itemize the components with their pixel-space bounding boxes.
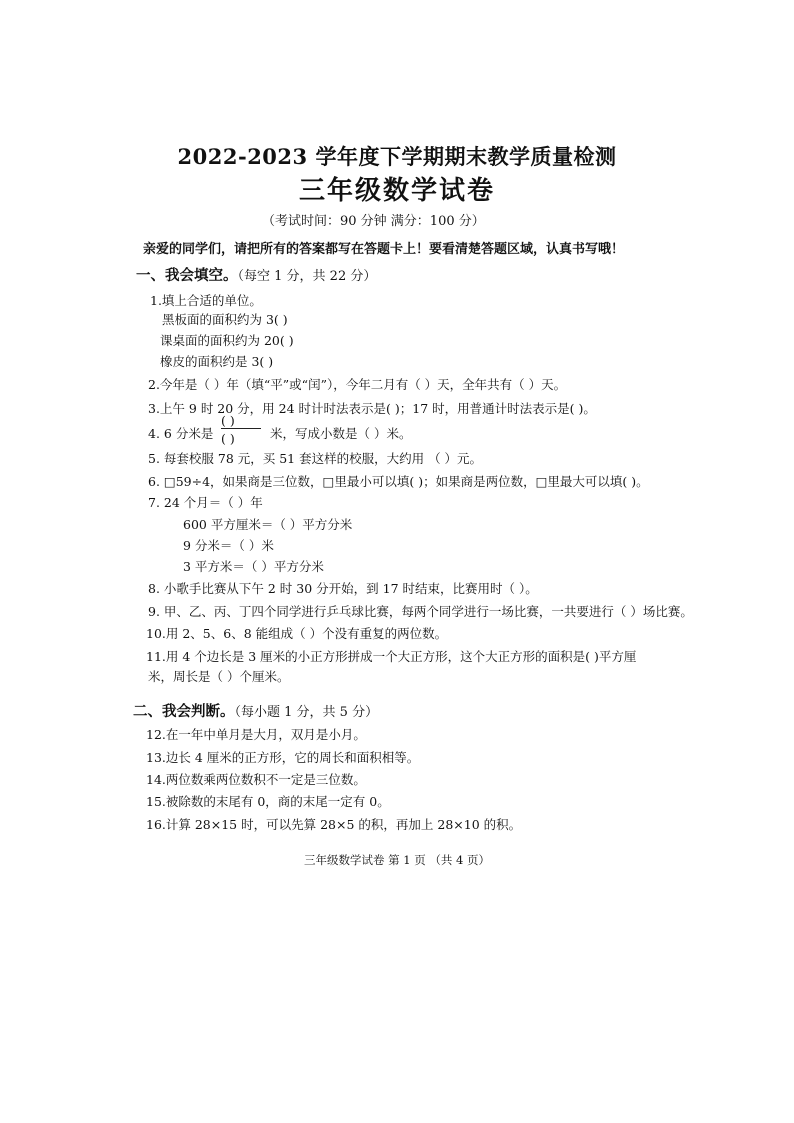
q14: 14.两位数乘两位数积不一定是三位数。 bbox=[146, 772, 366, 787]
section2-heading bbox=[133, 700, 378, 721]
q1-item-b: 课桌面的面积约为 20( ) bbox=[160, 333, 294, 348]
student-notice: 亲爱的同学们，请把所有的答案都写在答题卡上！要看清楚答题区域，认真书写哦！ bbox=[143, 242, 625, 257]
q4-prefix: 4. 6 分米是 bbox=[148, 426, 214, 441]
q4-fraction-denominator: ( ) bbox=[221, 431, 235, 446]
exam-info: （考试时间：90 分钟 满分：100 分） bbox=[262, 214, 485, 229]
q8: 8. 小歌手比赛从下午 2 时 30 分开始，到 17 时结束，比赛用时（ ）。 bbox=[148, 581, 538, 596]
section2-score-note: （每小题 1 分，共 5 分） bbox=[234, 705, 379, 720]
q4-suffix: 米，写成小数是（ ）米。 bbox=[270, 426, 412, 441]
q5: 5. 每套校服 78 元，买 51 套这样的校服，大约用 （ ）元。 bbox=[148, 451, 483, 466]
q3: 3.上午 9 时 20 分，用 24 时计时法表示是( )；17 时，用普通计时法表示是( )。 bbox=[148, 401, 596, 416]
q4-fraction-bar bbox=[221, 428, 261, 429]
q11-line1: 11.用 4 个边长是 3 厘米的小正方形拼成一个大正方形，这个大正方形的面积是( )平方厘 bbox=[146, 649, 637, 664]
q1-stem: 1.填上合适的单位。 bbox=[150, 293, 262, 308]
q7-item-b: 600 平方厘米＝（ ）平方分米 bbox=[183, 517, 353, 532]
q7-item-d: 3 平方米＝（ ）平方分米 bbox=[183, 559, 324, 574]
q1-item-c: 橡皮的面积约是 3( ) bbox=[160, 354, 274, 369]
section1-title: 一、我会填空。 bbox=[136, 267, 238, 284]
q9: 9. 甲、乙、丙、丁四个同学进行乒乓球比赛，每两个同学进行一场比赛，一共要进行（ ）场比赛。 bbox=[148, 604, 693, 619]
q12: 12.在一年中单月是大月，双月是小月。 bbox=[146, 727, 366, 742]
q11-line2: 米，周长是（ ）个厘米。 bbox=[148, 669, 290, 684]
q15: 15.被除数的末尾有 0，商的末尾一定有 0。 bbox=[146, 794, 390, 809]
section1-heading bbox=[136, 264, 376, 285]
exam-title: 2022-2023 学年度下学期期末教学质量检测 bbox=[177, 144, 617, 169]
q13: 13.边长 4 厘米的正方形，它的周长和面积相等。 bbox=[146, 750, 420, 765]
section2-title: 二、我会判断。 bbox=[133, 703, 235, 720]
q7-item-c: 9 分米＝（ ）米 bbox=[183, 538, 274, 553]
q7-item-a: 7. 24 个月＝（ ）年 bbox=[148, 495, 263, 510]
page-footer: 三年级数学试卷 第 1 页 （共 4 页） bbox=[303, 853, 491, 867]
q10: 10.用 2、5、6、8 能组成（ ）个没有重复的两位数。 bbox=[146, 626, 448, 641]
section1-score-note: （每空 1 分，共 22 分） bbox=[237, 269, 377, 284]
exam-subtitle: 三年级数学试卷 bbox=[298, 176, 495, 206]
q16: 16.计算 28×15 时，可以先算 28×5 的积，再加上 28×10 的积。 bbox=[146, 817, 522, 832]
q4-fraction-numerator: ( ) bbox=[221, 413, 235, 428]
q1-item-a: 黑板面的面积约为 3( ) bbox=[162, 312, 288, 327]
q2: 2.今年是（ ）年（填“平”或“闰”），今年二月有（ ）天，全年共有（ ）天。 bbox=[148, 377, 567, 392]
q6: 6. □59÷4，如果商是三位数，□里最小可以填( )；如果商是两位数，□里最大可以填( )。 bbox=[148, 474, 649, 489]
